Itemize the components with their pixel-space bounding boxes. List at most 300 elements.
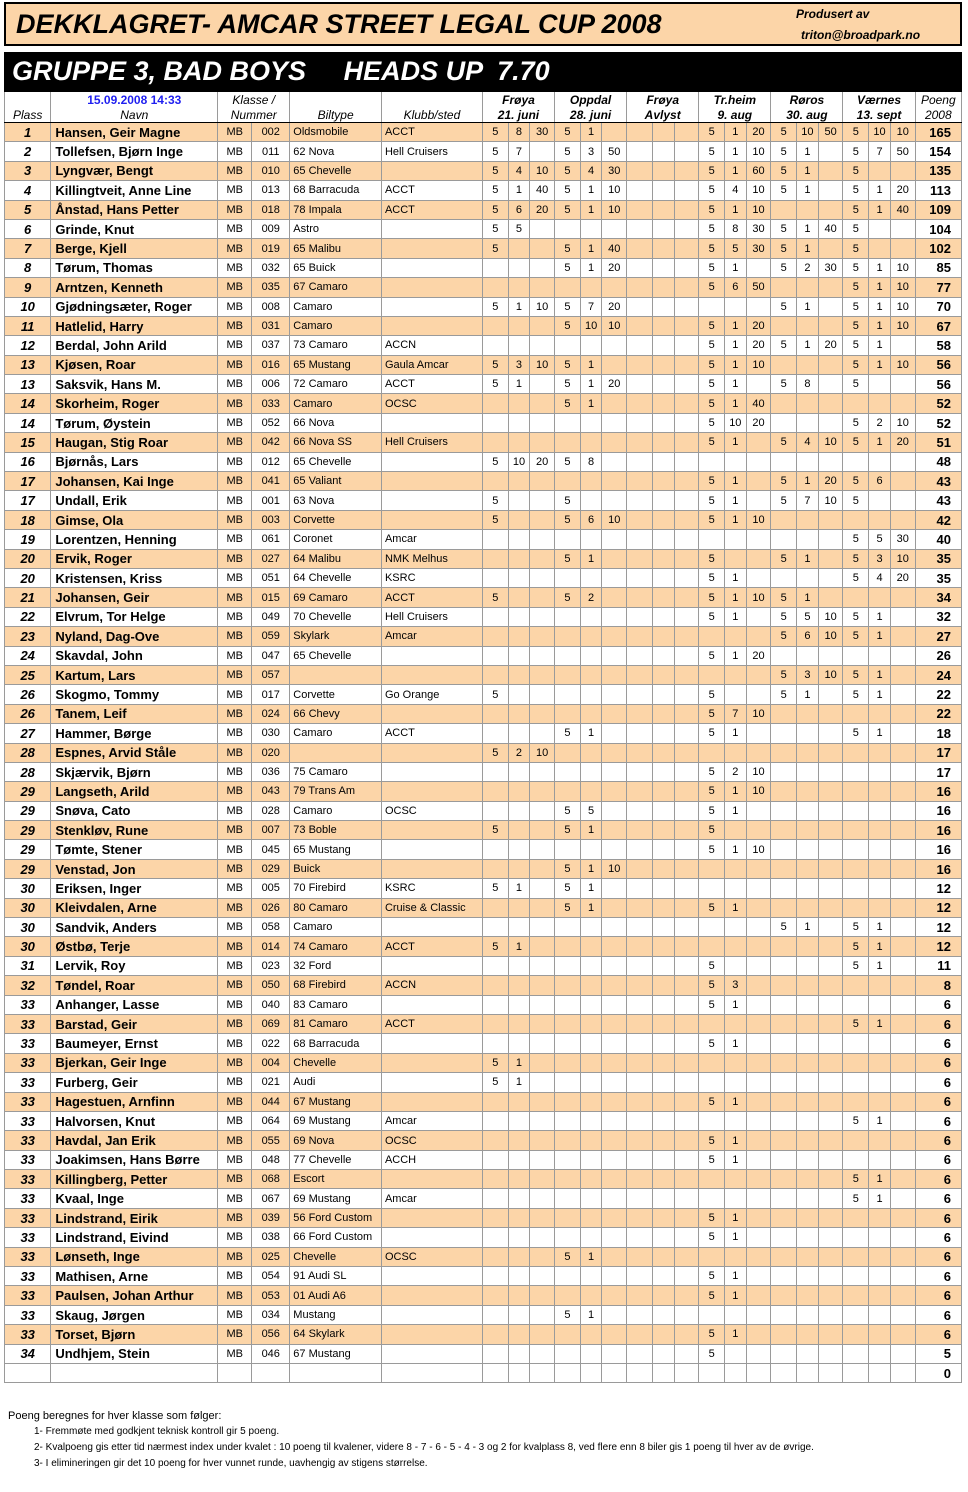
score-cell xyxy=(627,1170,653,1189)
report-date: 15.09.2008 14:33 xyxy=(51,92,218,107)
score-cell xyxy=(869,1034,891,1053)
points-cell: 22 xyxy=(915,685,961,704)
score-cell xyxy=(674,937,699,956)
plass-cell: 33 xyxy=(5,1189,51,1208)
score-cell: 10 xyxy=(530,743,555,762)
class-cell: MB xyxy=(218,762,252,781)
score-cell xyxy=(627,336,653,355)
car-cell: 79 Trans Am xyxy=(290,782,382,801)
event-2-date: 28. juni xyxy=(555,107,627,123)
score-cell xyxy=(674,452,699,471)
score-cell xyxy=(602,1208,627,1227)
score-cell xyxy=(771,646,797,665)
score-cell xyxy=(699,918,725,937)
score-cell: 2 xyxy=(508,743,530,762)
score-cell: 10 xyxy=(508,452,530,471)
score-cell xyxy=(843,510,869,529)
score-cell: 5 xyxy=(555,1247,581,1266)
score-cell: 40 xyxy=(530,181,555,200)
score-cell xyxy=(818,1170,843,1189)
score-cell xyxy=(580,1267,602,1286)
car-cell: 01 Audi A6 xyxy=(290,1286,382,1305)
class-cell: MB xyxy=(218,1286,252,1305)
number-cell: 020 xyxy=(252,743,290,762)
table-row xyxy=(5,685,962,704)
score-cell xyxy=(580,219,602,238)
score-cell xyxy=(530,859,555,878)
score-cell xyxy=(627,1305,653,1324)
score-cell xyxy=(797,1014,819,1033)
car-cell: Corvette xyxy=(290,510,382,529)
number-cell: 003 xyxy=(252,510,290,529)
score-cell xyxy=(818,297,843,316)
score-cell: 5 xyxy=(555,316,581,335)
score-cell: 5 xyxy=(771,161,797,180)
score-cell xyxy=(699,297,725,316)
score-cell xyxy=(890,607,915,626)
points-cell: 27 xyxy=(915,627,961,646)
score-cell xyxy=(602,840,627,859)
score-cell: 5 xyxy=(699,200,725,219)
name-cell: Hatlelid, Harry xyxy=(51,316,218,335)
table-row xyxy=(5,1286,962,1305)
score-cell xyxy=(746,821,771,840)
score-cell: 1 xyxy=(869,1170,891,1189)
name-cell: Kartum, Lars xyxy=(51,665,218,684)
score-cell xyxy=(652,394,674,413)
score-cell: 20 xyxy=(602,375,627,394)
score-cell xyxy=(652,1053,674,1072)
score-cell xyxy=(890,239,915,258)
score-cell xyxy=(818,413,843,432)
score-cell xyxy=(627,918,653,937)
score-cell xyxy=(818,1092,843,1111)
score-cell: 5 xyxy=(699,782,725,801)
score-cell xyxy=(797,1344,819,1363)
number-cell: 029 xyxy=(252,859,290,878)
car-cell xyxy=(290,743,382,762)
score-cell xyxy=(580,1228,602,1247)
score-cell xyxy=(890,491,915,510)
score-cell xyxy=(652,375,674,394)
score-cell xyxy=(890,1267,915,1286)
score-cell xyxy=(627,510,653,529)
points-cell: 52 xyxy=(915,413,961,432)
score-cell xyxy=(555,1092,581,1111)
table-row xyxy=(5,801,962,820)
score-cell xyxy=(843,588,869,607)
score-cell xyxy=(627,956,653,975)
score-cell xyxy=(797,452,819,471)
score-cell xyxy=(482,724,508,743)
score-cell xyxy=(530,258,555,277)
score-cell xyxy=(699,743,725,762)
score-cell xyxy=(482,801,508,820)
klubb-header: Klubb/sted xyxy=(381,107,482,123)
car-cell: Astro xyxy=(290,219,382,238)
score-cell xyxy=(890,394,915,413)
plass-cell: 15 xyxy=(5,433,51,452)
score-cell: 5 xyxy=(699,375,725,394)
score-cell xyxy=(843,879,869,898)
class-cell: MB xyxy=(218,898,252,917)
score-cell: 1 xyxy=(725,316,747,335)
number-cell: 058 xyxy=(252,918,290,937)
points-cell: 8 xyxy=(915,976,961,995)
score-cell: 10 xyxy=(746,200,771,219)
score-cell: 5 xyxy=(771,549,797,568)
score-cell xyxy=(771,1014,797,1033)
score-cell xyxy=(818,161,843,180)
score-cell xyxy=(627,762,653,781)
score-cell xyxy=(602,646,627,665)
score-cell: 5 xyxy=(555,1305,581,1324)
plass-cell: 1 xyxy=(5,123,51,142)
score-cell: 1 xyxy=(869,433,891,452)
class-cell: MB xyxy=(218,1247,252,1266)
score-cell xyxy=(652,956,674,975)
score-cell xyxy=(482,549,508,568)
score-cell xyxy=(482,316,508,335)
score-cell: 5 xyxy=(843,937,869,956)
score-cell: 5 xyxy=(699,491,725,510)
score-cell xyxy=(602,1305,627,1324)
score-cell xyxy=(818,510,843,529)
score-cell: 1 xyxy=(869,724,891,743)
score-cell xyxy=(725,685,747,704)
club-cell: Cruise & Classic xyxy=(381,898,482,917)
score-cell xyxy=(652,568,674,587)
club-cell: ACCN xyxy=(381,976,482,995)
score-cell: 5 xyxy=(699,1267,725,1286)
score-cell xyxy=(482,840,508,859)
score-cell: 20 xyxy=(746,413,771,432)
table-row xyxy=(5,472,962,491)
score-cell xyxy=(508,995,530,1014)
score-cell: 1 xyxy=(725,1208,747,1227)
score-cell xyxy=(674,355,699,374)
plass-cell: 30 xyxy=(5,918,51,937)
score-cell: 5 xyxy=(843,433,869,452)
points-cell: 6 xyxy=(915,1267,961,1286)
score-cell xyxy=(725,859,747,878)
score-cell xyxy=(627,1150,653,1169)
class-cell: MB xyxy=(218,995,252,1014)
score-cell xyxy=(674,1286,699,1305)
score-cell: 20 xyxy=(890,568,915,587)
table-row xyxy=(5,1053,962,1072)
score-cell xyxy=(818,1228,843,1247)
name-cell: Paulsen, Johan Arthur xyxy=(51,1286,218,1305)
car-cell: Escort xyxy=(290,1170,382,1189)
score-cell: 4 xyxy=(869,568,891,587)
score-cell xyxy=(746,937,771,956)
score-cell xyxy=(555,1189,581,1208)
score-cell: 5 xyxy=(699,1092,725,1111)
score-cell: 1 xyxy=(580,821,602,840)
score-cell: 10 xyxy=(797,123,819,142)
score-cell xyxy=(890,782,915,801)
score-cell xyxy=(818,1073,843,1092)
score-cell: 10 xyxy=(890,278,915,297)
score-cell: 5 xyxy=(843,278,869,297)
score-cell xyxy=(869,976,891,995)
score-cell xyxy=(530,704,555,723)
score-cell xyxy=(843,1073,869,1092)
score-cell: 1 xyxy=(580,181,602,200)
club-cell: OCSC xyxy=(381,801,482,820)
number-cell: 059 xyxy=(252,627,290,646)
club-cell xyxy=(381,665,482,684)
score-cell xyxy=(555,646,581,665)
plass-cell: 26 xyxy=(5,704,51,723)
score-cell xyxy=(602,1170,627,1189)
score-cell: 5 xyxy=(771,685,797,704)
score-cell xyxy=(771,1034,797,1053)
score-cell xyxy=(508,1286,530,1305)
score-cell xyxy=(508,1267,530,1286)
score-cell: 3 xyxy=(797,665,819,684)
score-cell xyxy=(508,976,530,995)
plass-cell: 34 xyxy=(5,1344,51,1363)
score-cell: 5 xyxy=(699,685,725,704)
score-cell xyxy=(530,491,555,510)
score-cell xyxy=(602,1189,627,1208)
score-cell xyxy=(580,782,602,801)
score-cell xyxy=(508,1170,530,1189)
score-cell xyxy=(797,1170,819,1189)
score-cell xyxy=(652,316,674,335)
score-cell xyxy=(746,1305,771,1324)
score-cell xyxy=(843,1150,869,1169)
event-1-date: 21. juni xyxy=(482,107,554,123)
class-cell: MB xyxy=(218,627,252,646)
score-cell: 5 xyxy=(555,898,581,917)
score-cell xyxy=(652,782,674,801)
table-row xyxy=(5,627,962,646)
score-cell: 4 xyxy=(725,181,747,200)
score-cell xyxy=(530,375,555,394)
name-cell: Killingtveit, Anne Line xyxy=(51,181,218,200)
table-row xyxy=(5,743,962,762)
score-cell: 7 xyxy=(797,491,819,510)
class-cell: MB xyxy=(218,1170,252,1189)
class-cell: MB xyxy=(218,355,252,374)
club-cell xyxy=(381,510,482,529)
score-cell xyxy=(530,413,555,432)
score-cell xyxy=(555,918,581,937)
score-cell xyxy=(482,530,508,549)
score-cell xyxy=(843,821,869,840)
club-cell: ACCH xyxy=(381,1150,482,1169)
name-cell: Langseth, Arild xyxy=(51,782,218,801)
name-cell: Gjødningsæter, Roger xyxy=(51,297,218,316)
score-cell xyxy=(652,840,674,859)
number-cell: 055 xyxy=(252,1131,290,1150)
score-cell: 5 xyxy=(771,142,797,161)
score-cell: 1 xyxy=(869,1111,891,1130)
score-cell xyxy=(652,1170,674,1189)
score-cell xyxy=(508,510,530,529)
number-cell: 054 xyxy=(252,1267,290,1286)
table-row xyxy=(5,724,962,743)
points-cell: 34 xyxy=(915,588,961,607)
header-row-1 xyxy=(5,92,962,107)
score-cell: 7 xyxy=(580,297,602,316)
score-cell: 8 xyxy=(797,375,819,394)
score-cell xyxy=(890,704,915,723)
name-cell: Hagestuen, Arnfinn xyxy=(51,1092,218,1111)
score-cell xyxy=(674,607,699,626)
score-cell: 10 xyxy=(602,859,627,878)
score-cell: 5 xyxy=(699,588,725,607)
score-cell xyxy=(674,646,699,665)
score-cell xyxy=(482,1325,508,1344)
score-cell xyxy=(627,413,653,432)
number-cell: 028 xyxy=(252,801,290,820)
number-cell: 051 xyxy=(252,568,290,587)
plass-cell: 18 xyxy=(5,510,51,529)
score-cell: 5 xyxy=(555,724,581,743)
empty-cell xyxy=(652,1364,674,1383)
score-cell xyxy=(602,1073,627,1092)
club-cell: Hell Cruisers xyxy=(381,433,482,452)
table-row xyxy=(5,316,962,335)
score-cell: 5 xyxy=(843,1014,869,1033)
class-cell: MB xyxy=(218,782,252,801)
score-cell xyxy=(602,918,627,937)
car-cell xyxy=(290,665,382,684)
score-cell xyxy=(674,413,699,432)
car-cell: 68 Firebird xyxy=(290,976,382,995)
score-cell xyxy=(627,782,653,801)
event-4-date: 9. aug xyxy=(699,107,771,123)
empty-cell xyxy=(843,1364,869,1383)
score-cell xyxy=(818,394,843,413)
plass-cell: 23 xyxy=(5,627,51,646)
points-cell: 35 xyxy=(915,549,961,568)
score-cell xyxy=(627,123,653,142)
club-cell: ACCT xyxy=(381,200,482,219)
score-cell xyxy=(508,646,530,665)
score-cell xyxy=(797,782,819,801)
score-cell xyxy=(530,142,555,161)
score-cell xyxy=(674,1131,699,1150)
score-cell xyxy=(818,840,843,859)
produced-by-label: Produsert av xyxy=(796,7,870,21)
score-cell xyxy=(602,627,627,646)
name-cell: Lindstrand, Eivind xyxy=(51,1228,218,1247)
score-cell xyxy=(627,491,653,510)
score-cell: 1 xyxy=(580,724,602,743)
plass-cell: 30 xyxy=(5,898,51,917)
club-cell: ACCT xyxy=(381,375,482,394)
score-cell xyxy=(674,491,699,510)
number-cell: 030 xyxy=(252,724,290,743)
score-cell xyxy=(771,355,797,374)
table-row xyxy=(5,452,962,471)
score-cell xyxy=(797,1228,819,1247)
score-cell xyxy=(530,394,555,413)
score-cell: 10 xyxy=(890,549,915,568)
score-cell xyxy=(482,1150,508,1169)
score-cell: 30 xyxy=(890,530,915,549)
score-cell xyxy=(869,1325,891,1344)
table-row xyxy=(5,1111,962,1130)
score-cell xyxy=(674,316,699,335)
score-cell xyxy=(530,1208,555,1227)
score-cell xyxy=(725,1344,747,1363)
plass-cell: 11 xyxy=(5,316,51,335)
score-cell xyxy=(818,549,843,568)
score-cell: 5 xyxy=(699,1131,725,1150)
club-cell: Hell Cruisers xyxy=(381,607,482,626)
score-cell: 1 xyxy=(725,258,747,277)
score-cell: 2 xyxy=(869,413,891,432)
score-cell xyxy=(843,976,869,995)
score-cell: 5 xyxy=(699,1286,725,1305)
score-cell xyxy=(746,297,771,316)
score-cell: 5 xyxy=(699,1344,725,1363)
name-cell: Eriksen, Inger xyxy=(51,879,218,898)
name-cell: Tøndel, Roar xyxy=(51,976,218,995)
name-cell: Østbø, Terje xyxy=(51,937,218,956)
table-row xyxy=(5,976,962,995)
score-cell: 5 xyxy=(555,355,581,374)
score-cell: 1 xyxy=(725,1131,747,1150)
car-cell: 68 Barracuda xyxy=(290,1034,382,1053)
score-cell xyxy=(627,1111,653,1130)
score-cell xyxy=(746,568,771,587)
score-cell xyxy=(797,1247,819,1266)
score-cell xyxy=(580,1073,602,1092)
score-cell: 5 xyxy=(699,142,725,161)
plass-cell: 14 xyxy=(5,394,51,413)
score-cell: 5 xyxy=(843,665,869,684)
empty-cell xyxy=(252,1364,290,1383)
plass-cell: 33 xyxy=(5,1228,51,1247)
score-cell xyxy=(674,588,699,607)
class-cell: MB xyxy=(218,491,252,510)
score-cell: 10 xyxy=(890,355,915,374)
score-cell xyxy=(746,1170,771,1189)
score-cell xyxy=(652,1325,674,1344)
score-cell: 10 xyxy=(746,181,771,200)
empty-cell xyxy=(602,1364,627,1383)
score-cell xyxy=(818,646,843,665)
name-cell: Elvrum, Tor Helge xyxy=(51,607,218,626)
score-cell: 5 xyxy=(843,491,869,510)
score-cell xyxy=(652,1305,674,1324)
plass-cell: 33 xyxy=(5,1286,51,1305)
score-cell xyxy=(652,995,674,1014)
klasse-header: Klasse / xyxy=(218,92,290,107)
event-4-place: Tr.heim xyxy=(699,92,771,107)
score-cell xyxy=(746,918,771,937)
score-cell xyxy=(482,568,508,587)
table-row xyxy=(5,1170,962,1189)
score-cell xyxy=(482,413,508,432)
number-cell: 022 xyxy=(252,1034,290,1053)
table-row xyxy=(5,588,962,607)
score-cell: 5 xyxy=(482,1073,508,1092)
car-cell: 65 Buick xyxy=(290,258,382,277)
points-cell: 42 xyxy=(915,510,961,529)
table-row xyxy=(5,1325,962,1344)
score-cell xyxy=(797,956,819,975)
score-cell: 5 xyxy=(699,549,725,568)
score-cell xyxy=(482,394,508,413)
